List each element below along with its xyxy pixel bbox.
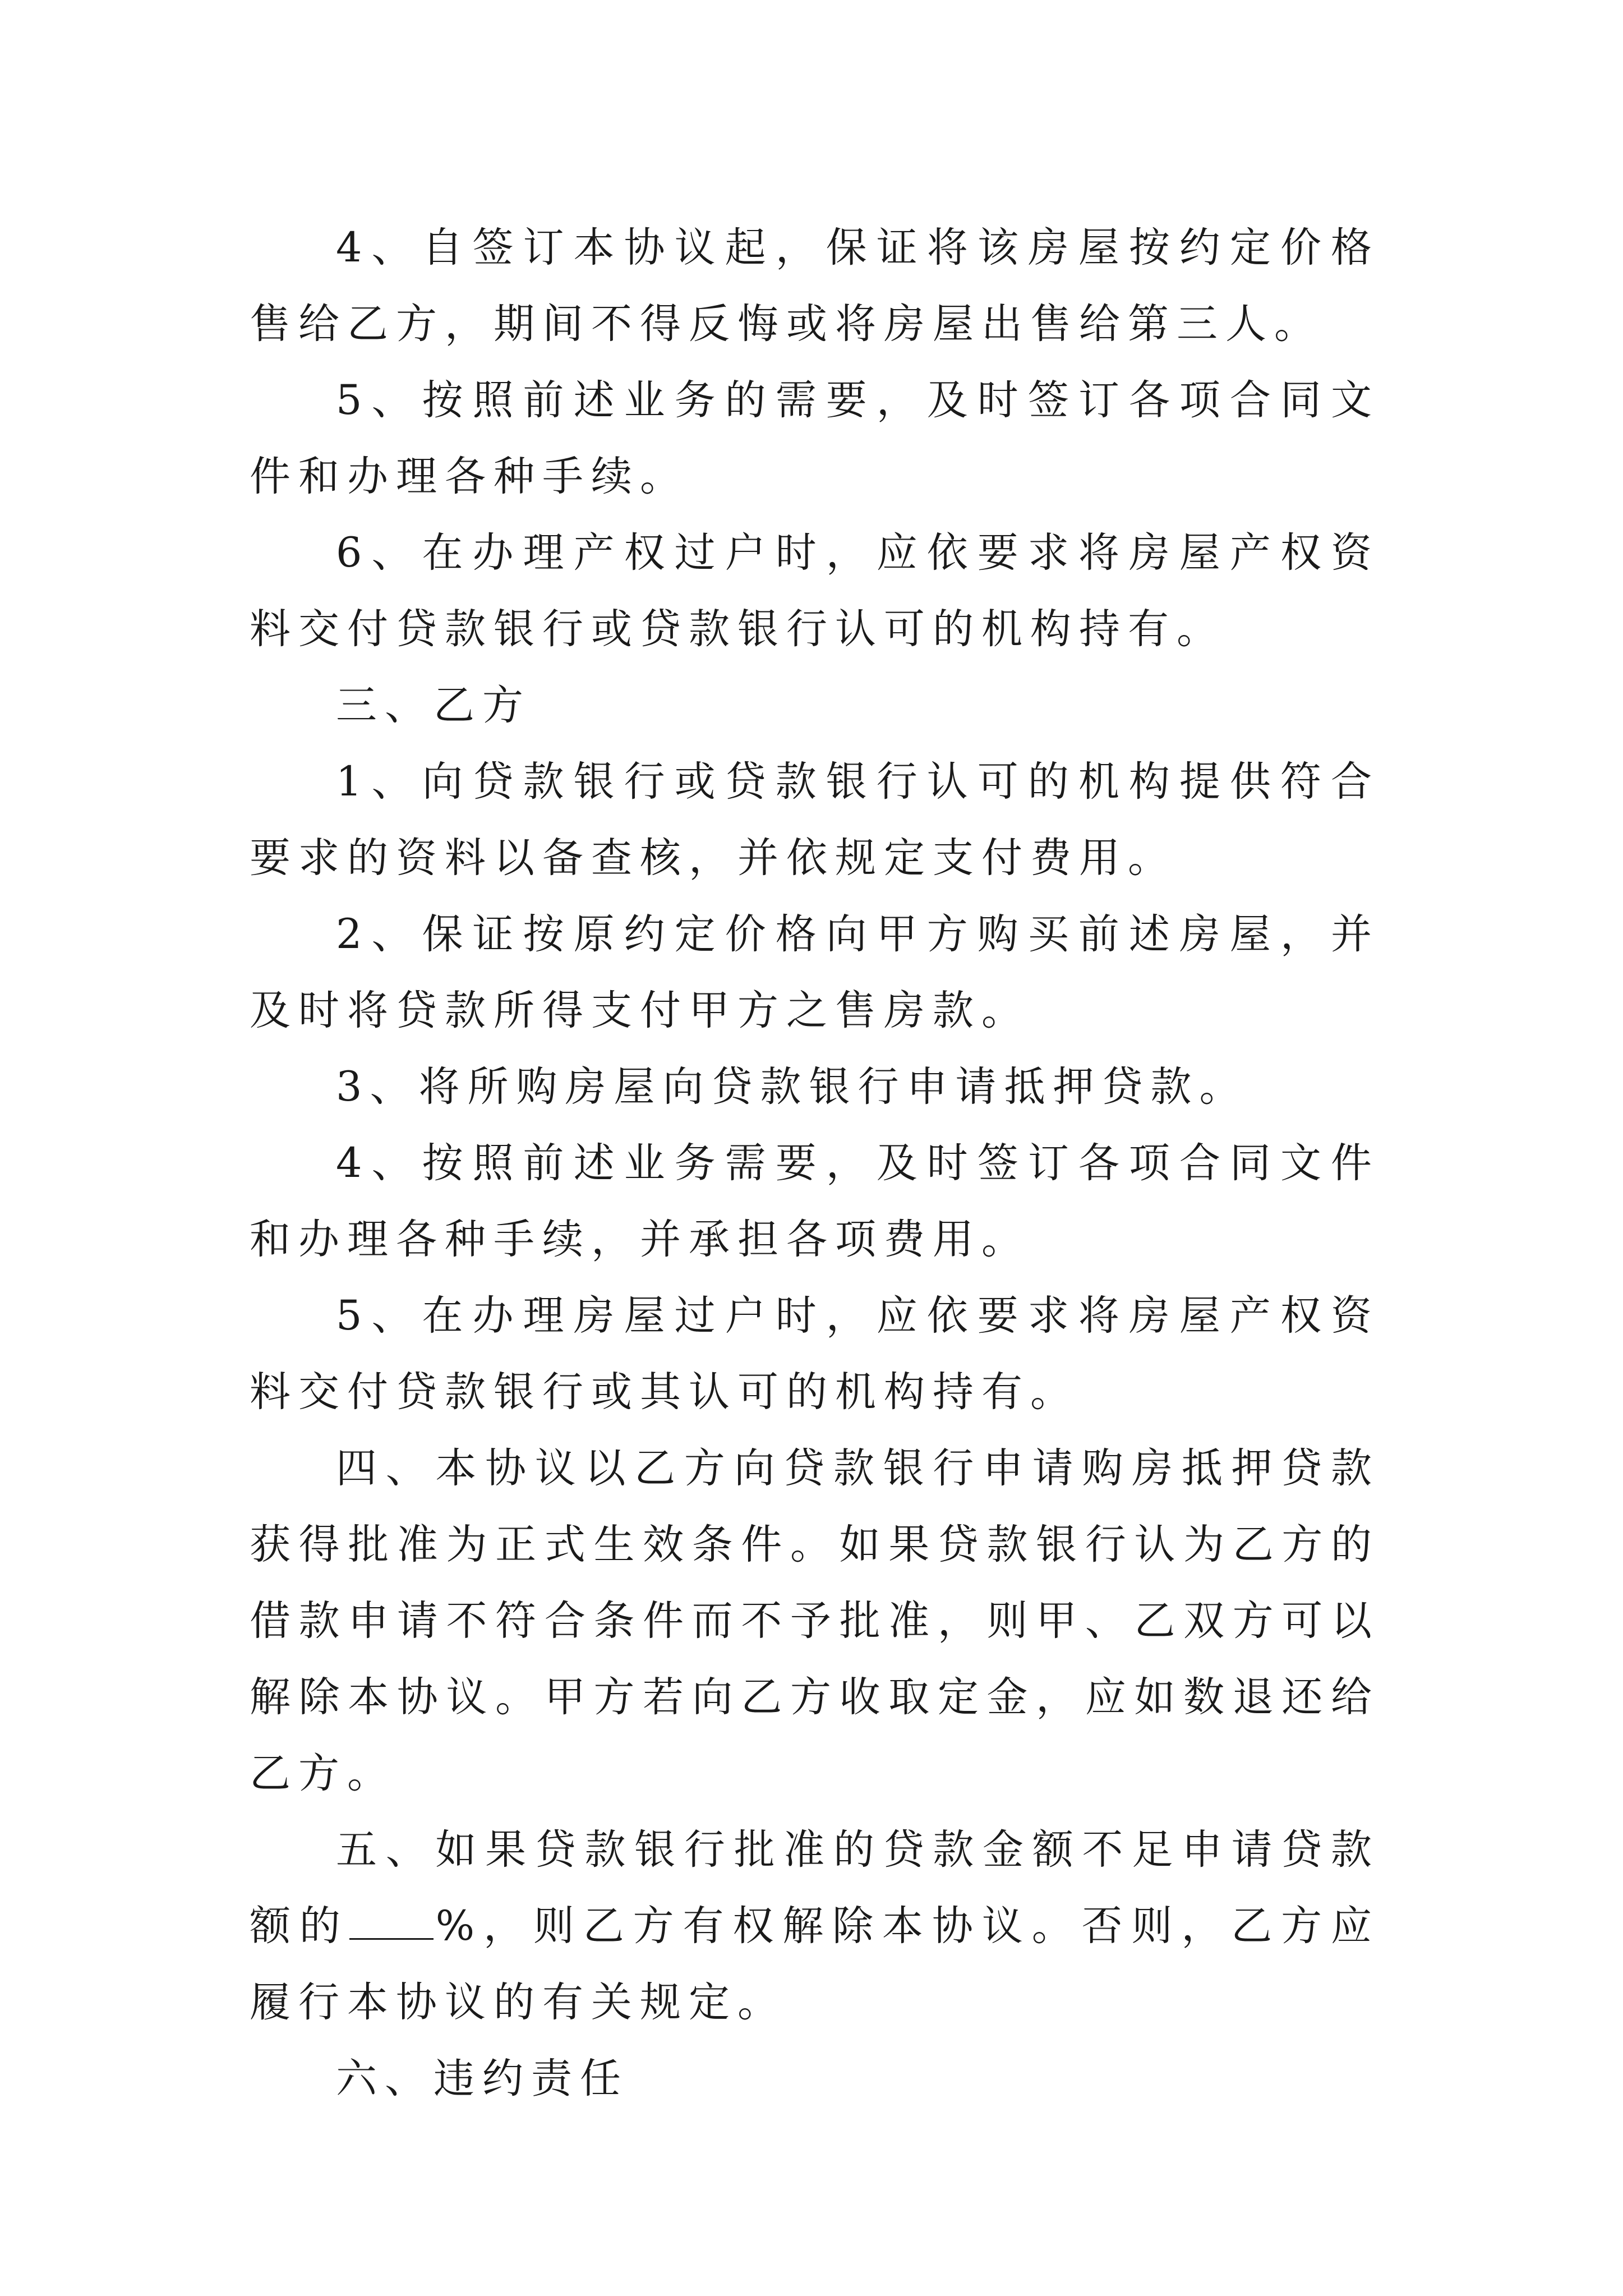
clause-3-4: 4、按照前述业务需要，及时签订各项合同文件和办理各种手续，并承担各项费用。 — [250, 1139, 1380, 1263]
clause-2-5: 5、按照前述业务的需要，及时签订各项合同文件和办理各种手续。 — [250, 376, 1380, 500]
clause-5-text-after-blank: %，则乙方有权解除本协议。否则，乙方应履行本协议的有关规定。 — [250, 1902, 1380, 2026]
section-heading-breach-liability: 六、违约责任 — [336, 2055, 629, 2102]
clause-5-loan-amount — [250, 1812, 1380, 2041]
clause-2-4: 4、自签订本协议起，保证将该房屋按约定价格售给乙方，期间不得反悔或将房屋出售给第三人。 — [250, 224, 1380, 348]
document-body — [250, 210, 1380, 2117]
clause-3-1: 1、向贷款银行或贷款银行认可的机构提供符合要求的资料以备查核，并依规定支付费用。 — [250, 758, 1380, 882]
clause-3-3: 3、将所购房屋向贷款银行申请抵押贷款。 — [336, 1063, 1248, 1111]
clause-3-5: 5、在办理房屋过户时，应依要求将房屋产权资料交付贷款银行或其认可的机构持有。 — [250, 1292, 1380, 1416]
clause-3-2: 2、保证按原约定价格向甲方购买前述房屋，并及时将贷款所得支付甲方之售房款。 — [250, 910, 1380, 1034]
clause-2-6: 6、在办理产权过户时，应依要求将房屋产权资料交付贷款银行或贷款银行认可的机构持有。 — [250, 529, 1380, 653]
percentage-blank-field — [349, 1899, 434, 1940]
section-heading-party-b: 三、乙方 — [336, 682, 531, 729]
clause-5-text-before-blank: 五、如果贷款银行批准的贷款金额不足申请贷款额的 — [250, 1826, 1380, 1950]
clause-4-effective-condition: 四、本协议以乙方向贷款银行申请购房抵押贷款获得批准为正式生效条件。如果贷款银行认为乙方的借款申请不符合条件而不予批准，则甲、乙双方可以解除本协议。甲方若向乙方收取定金，应如数退还给乙方。 — [250, 1444, 1380, 1797]
